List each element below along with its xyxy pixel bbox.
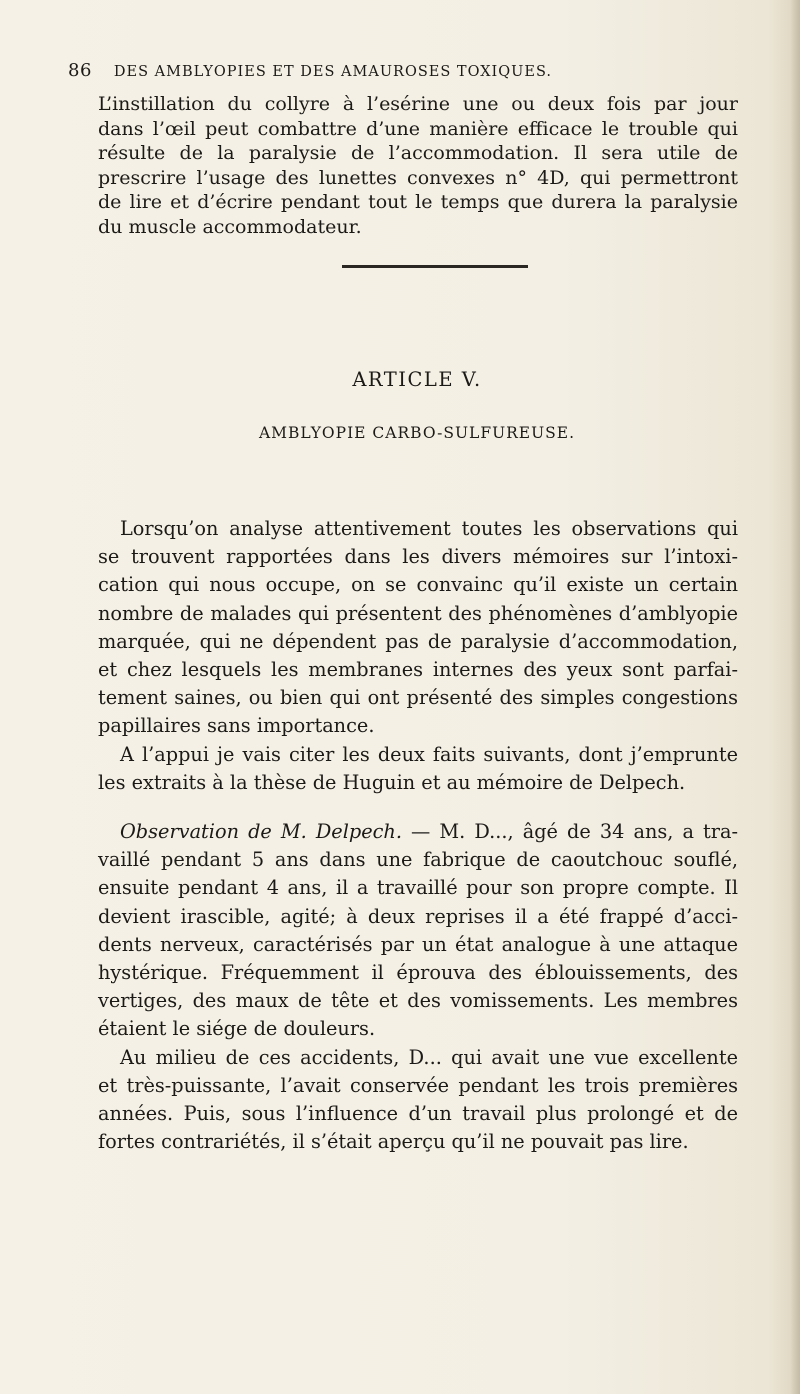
observation-paragraph: [98, 818, 738, 1156]
text-line: vaillé pendant 5 ans dans une fabrique de caoutchouc souflé,: [98, 848, 738, 872]
text-line: années. Puis, sous l’influence d’un travail plus prolongé et de: [98, 1102, 738, 1126]
observation-lead-text: — M. D..., âgé de 34 ans, a tra-: [401, 820, 739, 843]
text-line: tement saines, ou bien qui ont présenté des simples congestions: [98, 686, 738, 710]
text-line: papillaires sans importance.: [98, 714, 375, 738]
paragraph-1: [98, 515, 738, 797]
text-line: résulte de la paralysie de l’accommodation. Il sera utile de: [98, 142, 738, 165]
text-line: cation qui nous occupe, on se convainc qu’il existe un certain: [98, 573, 738, 597]
text-line: Au milieu de ces accidents, D... qui avait une vue excellente: [120, 1045, 738, 1069]
text-line: fortes contrariétés, il s’était aperçu qu’il ne pouvait pas lire.: [98, 1130, 689, 1154]
text-line: Lorsqu’on analyse attentivement toutes les observations qui: [120, 517, 738, 540]
text-line: marquée, qui ne dépendent pas de paralysie d’accommodation,: [98, 629, 738, 653]
text-line: ensuite pendant 4 ans, il a travaillé pour son propre compte. Il: [98, 876, 738, 900]
text-line: du muscle accommodateur.: [98, 215, 362, 238]
article-title: ARTICLE V.: [352, 368, 482, 391]
text-line: A l’appui je vais citer les deux faits suivants, dont j’emprunte: [120, 742, 738, 766]
text-line: dans l’œil peut combattre d’une manière efficace le trouble qui: [98, 117, 738, 140]
text-line: vertiges, des maux de tête et des vomissements. Les membres: [98, 989, 738, 1013]
text-line: les extraits à la thèse de Huguin et au mémoire de Delpech.: [98, 770, 686, 794]
text-line: de lire et d’écrire pendant tout le temps que durera la paralysie: [98, 191, 738, 214]
text-line: étaient le siége de douleurs.: [98, 1017, 376, 1041]
section-separator-rule: [342, 265, 528, 268]
page-edge-shadow: [790, 0, 800, 1394]
text-line: nombre de malades qui présentent des phénomènes d’amblyopie: [98, 601, 738, 625]
text-line: se trouvent rapportées dans les divers mémoires sur l’intoxi-: [98, 545, 738, 569]
observation-first-line: [98, 818, 738, 846]
text-line: prescrire l’usage des lunettes convexes n° 4D, qui permettront: [98, 166, 738, 189]
text-line: L’instillation du collyre à l’esérine une ou deux fois par jour: [98, 93, 738, 115]
text-line: dents nerveux, caractérisés par un état analogue à une attaque: [98, 932, 738, 956]
article-subtitle: AMBLYOPIE CARBO-SULFUREUSE.: [258, 424, 576, 442]
page-number: 86: [68, 60, 92, 81]
text-line: et très-puissante, l’avait conservée pendant les trois premières: [98, 1073, 738, 1097]
text-line: hystérique. Fréquemment il éprouva des éblouissements, des: [98, 961, 738, 985]
page-header: [68, 60, 552, 81]
intro-paragraph: [98, 92, 738, 240]
observation-label: Observation de M. Delpech.: [120, 820, 402, 843]
running-title: DES AMBLYOPIES ET DES AMAUROSES TOXIQUES.: [113, 64, 552, 80]
text-line: et chez lesquels les membranes internes des yeux sont parfai-: [98, 658, 738, 682]
text-line: devient irascible, agité; à deux reprises il a été frappé d’acci-: [98, 904, 738, 928]
